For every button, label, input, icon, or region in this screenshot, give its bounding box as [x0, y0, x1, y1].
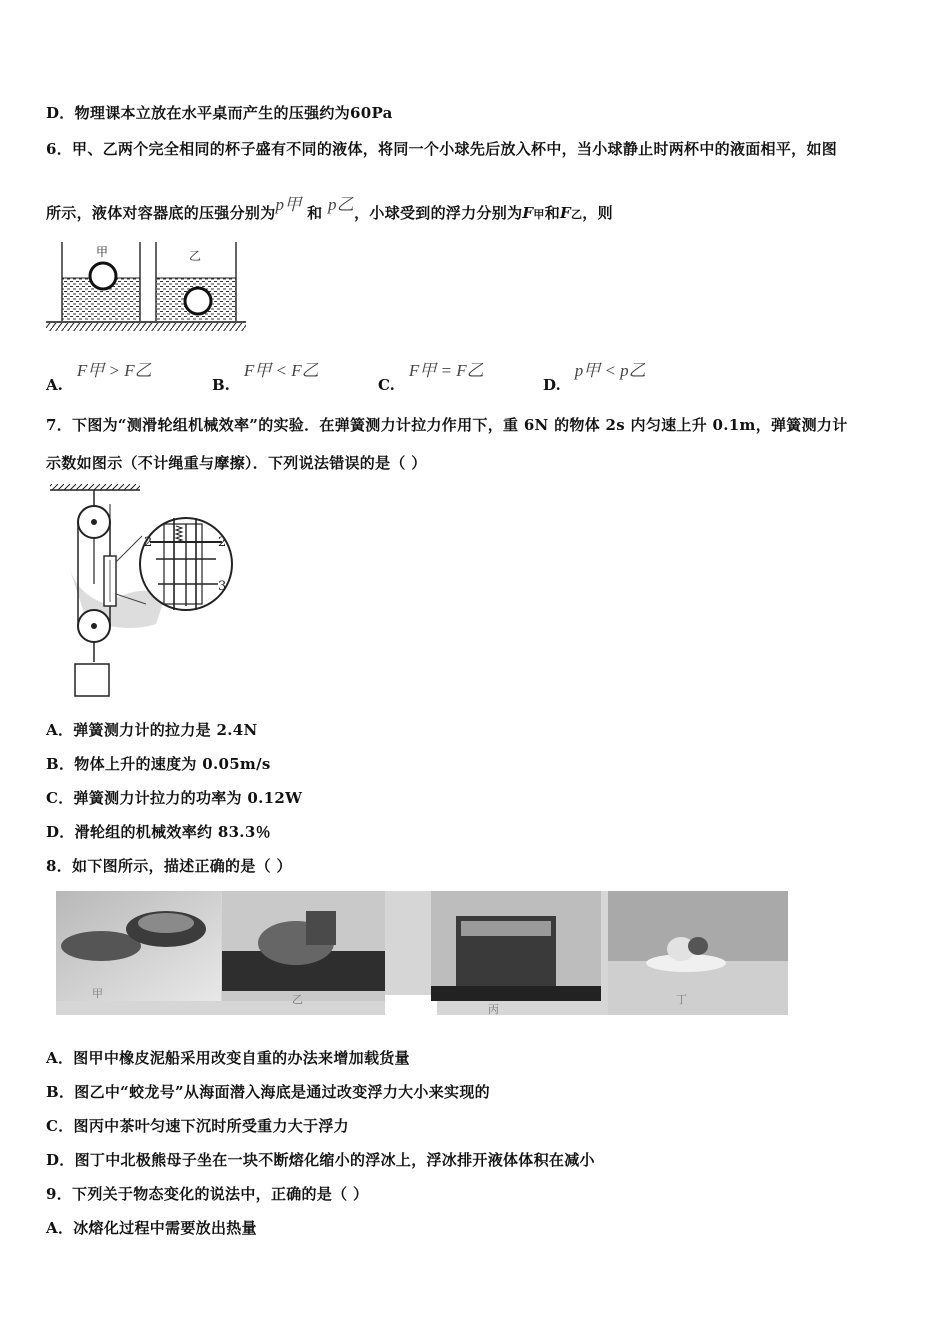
- p-jia-symbol: p甲: [275, 195, 302, 214]
- q5-option-d: D．物理课本立放在水平桌而产生的压强约为60Pa: [46, 104, 393, 122]
- photo-jia: [56, 891, 221, 1001]
- q9-stem: 9．下列关于物态变化的说法中，正确的是（ ）: [46, 1185, 369, 1203]
- q7-option-d: D．滑轮组的机械效率约 83.3％: [46, 823, 271, 841]
- q6-option-a: A.F甲 > F乙: [46, 361, 152, 394]
- q7-option-a: A．弹簧测力计的拉力是 2.4N: [46, 721, 258, 739]
- q8-option-b: B．图乙中“蛟龙号”从海面潜入海底是通过改变浮力大小来实现的: [46, 1083, 490, 1101]
- cup-jia-label: 甲: [96, 245, 109, 259]
- q8-option-c: C．图丙中茶叶匀速下沉时所受重力大于浮力: [46, 1117, 349, 1135]
- svg-text:丙: 丙: [488, 1003, 499, 1015]
- q8-option-d: D．图丁中北极熊母子坐在一块不断熔化缩小的浮冰上，浮冰排开液体体积在减小: [46, 1151, 595, 1169]
- photo-yi: [222, 891, 385, 1006]
- q8-stem: 8．如下图所示，描述正确的是（ ）: [46, 857, 292, 875]
- q6-option-c: C.F甲 = F乙: [378, 361, 484, 394]
- pulley-figure: [46, 484, 236, 699]
- q6-stem-line2: 所示，液体对容器底的压强分别为p甲 和 p乙，小球受到的浮力分别为F甲和F乙，则: [46, 195, 613, 222]
- photo-bing: [431, 891, 601, 1015]
- scale-tick-2-right: 2: [218, 535, 227, 550]
- photo-ding: [608, 891, 788, 1015]
- q9-option-a: A．冰熔化过程中需要放出热量: [46, 1219, 257, 1237]
- p-yi-symbol: p乙: [328, 195, 355, 214]
- q7-option-c: C．弹簧测力计拉力的功率为 0.12W: [46, 789, 303, 807]
- cup-yi-label: 乙: [189, 249, 202, 263]
- scale-tick-2-left: 2: [144, 535, 153, 550]
- q7-option-b: B．物体上升的速度为 0.05m/s: [46, 755, 271, 773]
- q7-stem-line1: 7．下图为“测滑轮组机械效率”的实验．在弹簧测力计拉力作用下，重 6N 的物体 2s 内匀速上升 0.1m，弹簧测力计: [46, 416, 848, 434]
- q6-option-b: B.F甲 < F乙: [212, 361, 319, 394]
- q8-photo-strip: [56, 891, 788, 1015]
- two-cups-figure: [46, 240, 246, 335]
- q7-stem-line2: 示数如图示（不计绳重与摩擦）．下列说法错误的是（ ）: [46, 454, 427, 472]
- q6-stem-line1: 6．甲、乙两个完全相同的杯子盛有不同的液体，将同一个小球先后放入杯中，当小球静止时两杯中的液面相平，如图: [46, 140, 838, 158]
- q6-option-d: D.p甲 < p乙: [543, 361, 646, 394]
- q8-option-a: A．图甲中橡皮泥船采用改变自重的办法来增加载货量: [46, 1049, 410, 1067]
- svg-text:乙: 乙: [292, 993, 303, 1006]
- svg-text:甲: 甲: [92, 987, 103, 1000]
- scale-tick-3: 3: [218, 579, 227, 594]
- svg-text:丁: 丁: [676, 993, 687, 1006]
